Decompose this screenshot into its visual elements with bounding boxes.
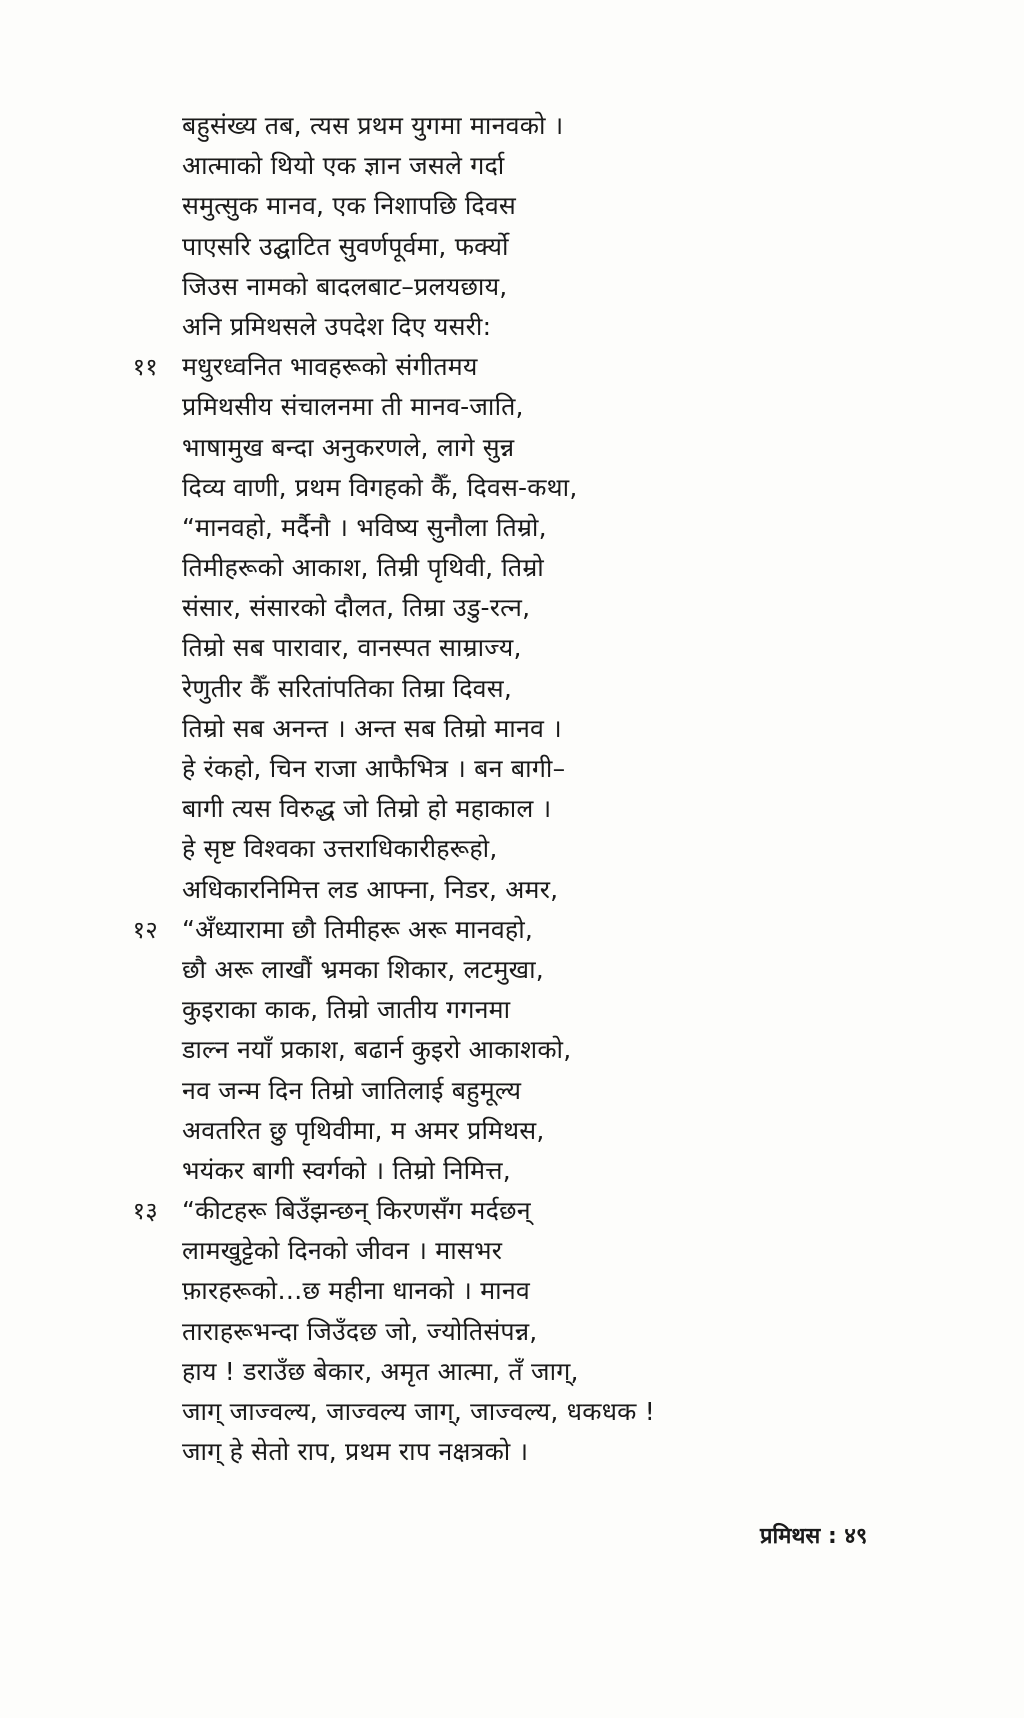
poem-line-text: मधुरध्वनित भावहरूको संगीतमय <box>182 352 478 382</box>
poem-line <box>182 1030 902 1070</box>
poem-line-text: जाग् हे सेतो राप, प्रथम राप नक्षत्रको । <box>182 1437 529 1467</box>
poem-line <box>182 749 902 789</box>
poem-line-text: तिम्रो सब पारावार, वानस्पत साम्राज्य, <box>182 633 522 663</box>
poem-line <box>182 1111 902 1151</box>
poem-line-text: तिम्रो सब अनन्त । अन्त सब तिम्रो मानव । <box>182 713 562 743</box>
poem-line <box>182 146 902 186</box>
stanza-number: १३ <box>132 1197 158 1226</box>
poem-line-text: छौ अरू लाखौं भ्रमका शिकार, लटमुखा, <box>182 954 544 984</box>
poem-line <box>182 428 902 468</box>
poem-line <box>182 870 902 910</box>
poem-line-text: फ़ारहरूको…छ महीना धानको । मानव <box>182 1276 530 1306</box>
poem-line <box>132 1191 902 1231</box>
poem-line-text: अधिकारनिमित्त लड आफ्ना, निडर, अमर, <box>182 874 559 904</box>
poem-line-text: समुत्सुक मानव, एक निशापछि दिवस <box>182 191 517 221</box>
poem-line <box>182 1271 902 1311</box>
poem-line-text: डाल्न नयाँ प्रकाश, बढार्न कुइरो आकाशको, <box>182 1035 572 1065</box>
poem-line-text: प्रमिथसीय संचालनमा ती मानव-जाति, <box>182 392 524 422</box>
poem-line-text: अवतरित छु पृथिवीमा, म अमर प्रमिथस, <box>182 1115 545 1145</box>
poem-line <box>182 1071 902 1111</box>
poem-line <box>132 347 902 387</box>
stanza-number: ११ <box>132 353 158 382</box>
poem-line-text: तिमीहरूको आकाश, तिम्री पृथिवी, तिम्रो <box>182 553 544 583</box>
poem-line <box>182 1352 902 1392</box>
poem-line <box>182 789 902 829</box>
poem-line-text: भाषामुख बन्दा अनुकरणले, लागे सुन्न <box>182 432 515 462</box>
poem-line-text: “अँध्यारामा छौ तिमीहरू अरू मानवहो, <box>182 914 534 944</box>
poem-line <box>182 669 902 709</box>
poem-line-text: हे रंकहो, चिन राजा आफैभित्र । बन बागी– <box>182 754 566 783</box>
poem-line <box>182 829 902 869</box>
poem-line <box>182 950 902 990</box>
poem-line <box>182 709 902 749</box>
poem-line-text: जिउस नामको बादलबाट–प्रलयछाय, <box>182 271 508 301</box>
poem-line <box>182 588 902 628</box>
poem-line <box>182 106 902 146</box>
poem-line-text: संसार, संसारको दौलत, तिम्रा उडु-रत्न, <box>182 593 531 623</box>
stanza <box>132 347 902 910</box>
poem-line <box>182 227 902 267</box>
stanza-number: १२ <box>132 915 158 944</box>
poem-line <box>132 910 902 950</box>
poem-line <box>182 186 902 226</box>
poem-line-text: नव जन्म दिन तिम्रो जातिलाई बहुमूल्य <box>182 1075 522 1105</box>
poem-line-text: अनि प्रमिथसले उपदेश दिए यसरी: <box>182 311 492 341</box>
poem-line-text: जाग् जाज्वल्य, जाज्वल्य जाग्, जाज्वल्य, धकधक ! <box>182 1397 655 1426</box>
poem-line-text: बहुसंख्य तब, त्यस प्रथम युगमा मानवको । <box>182 111 564 140</box>
poem-line-text: “कीटहरू बिउँझन्छन् किरणसँग मर्दछन् <box>182 1196 531 1226</box>
stanza <box>132 910 902 1191</box>
poem-line-text: बागी त्यस विरुद्ध जो तिम्रो हो महाकाल । <box>182 794 552 824</box>
poem-line-text: हे सृष्ट विश्वका उत्तराधिकारीहरूहो, <box>182 834 498 864</box>
poem-line <box>182 990 902 1030</box>
poem-line <box>182 468 902 508</box>
poem-line <box>182 1151 902 1191</box>
poem-line <box>182 628 902 668</box>
poem-line <box>182 1392 902 1432</box>
poem-line <box>182 267 902 307</box>
poem-line-text: लामखुट्टेको दिनको जीवन । मासभर <box>182 1236 503 1266</box>
stanza <box>182 106 902 347</box>
poem-line <box>182 1231 902 1271</box>
poem-line <box>182 1432 902 1472</box>
poem-line-text: भयंकर बागी स्वर्गको । तिम्रो निमित्त, <box>182 1155 511 1185</box>
poem-line-text: आत्माको थियो एक ज्ञान जसले गर्दा <box>182 151 505 181</box>
poem-line-text: रेणुतीर कैँ सरितांपतिका तिम्रा दिवस, <box>182 673 513 703</box>
poem-line <box>182 548 902 588</box>
poem-line-text: पाएसरि उद्घाटित सुवर्णपूर्वमा, फर्क्यो <box>182 231 509 261</box>
page-footer: प्रमिथस : ४९ <box>760 1524 868 1549</box>
poem-line-text: हाय ! डराउँछ बेकार, अमृत आत्मा, तँ जाग्, <box>182 1356 579 1386</box>
poem-body <box>132 106 902 1472</box>
poem-line <box>182 387 902 427</box>
poem-line <box>182 1312 902 1352</box>
poem-line-text: “मानवहो, मर्दैनौ । भविष्य सुनौला तिम्रो, <box>182 512 547 542</box>
stanza <box>132 1191 902 1472</box>
poem-line-text: दिव्य वाणी, प्रथम विगहको कैँ, दिवस-कथा, <box>182 472 578 502</box>
poem-line-text: ताराहरूभन्दा जिउँदछ जो, ज्योतिसंपन्न, <box>182 1316 538 1346</box>
poem-line <box>182 508 902 548</box>
poem-line <box>182 307 902 347</box>
poem-line-text: कुइराका काक, तिम्रो जातीय गगनमा <box>182 995 511 1025</box>
